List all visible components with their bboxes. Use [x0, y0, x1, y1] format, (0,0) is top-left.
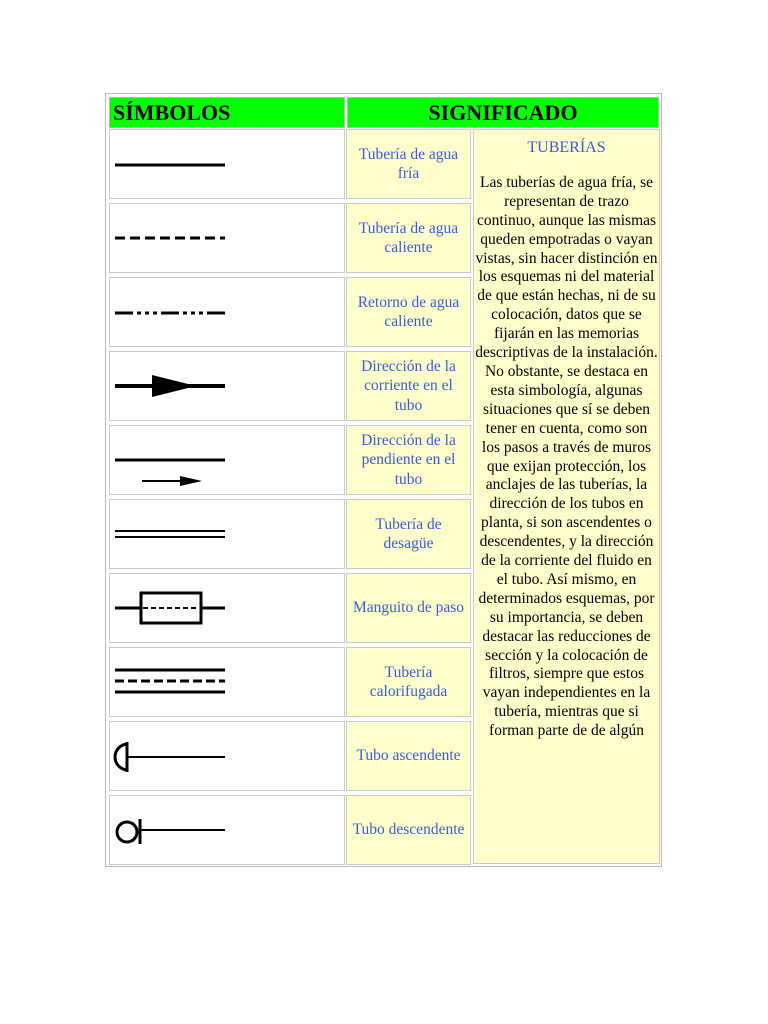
- description-text: Las tuberías de agua fría, se representan de trazo continuo, aunque las mismas queden empotradas o vayan vistas, sin hacer distinción en los esquemas ni del material de que están hechas, ni de su colocación, datos que se fijarán en las memorias descriptivas de la instalación. No obstante, se destaca en esta simbología, algunas situaciones que sí se deben tener en cuenta, como son los pasos a través de muros que exijan protección, los anclajes de las tuberías, la dirección de los tubos en planta, si son ascendentes o descendentes, y la dirección de la corriente del fluido en el tubo. Así mismo, en determinados esquemas, por su importancia, se deben destacar las reducciones de sección y la colocación de filtros, siempre que estos vayan independientes en la tubería, mientras que si forman parte de de algún: [475, 173, 658, 740]
- meaning-cell-8: Tubería calorifugada: [346, 647, 471, 717]
- header-meaning: SIGNIFICADO: [347, 97, 659, 128]
- meaning-cell-9: Tubo ascendente: [346, 721, 471, 791]
- meaning-cell-2: Tubería de agua caliente: [346, 203, 471, 273]
- meaning-cell-5: Dirección de la pendiente en el tubo: [346, 425, 471, 495]
- meaning-cell-7: Manguito de paso: [346, 573, 471, 643]
- symbols-table: [105, 93, 662, 867]
- dash-dot-line-icon: [110, 278, 344, 346]
- symbol-cell-6: [109, 499, 345, 569]
- meaning-cell-10: Tubo descendente: [346, 795, 471, 865]
- description-title: TUBERÍAS: [527, 139, 606, 156]
- header-symbols: SÍMBOLOS: [109, 97, 345, 128]
- symbol-cell-9: [109, 721, 345, 791]
- ascending-pipe-icon: [110, 722, 344, 790]
- insulated-pipe-icon: [110, 648, 344, 716]
- meaning-cell-3: Retorno de agua caliente: [346, 277, 471, 347]
- arrow-on-line-icon: [110, 352, 344, 420]
- solid-line-icon: [110, 130, 344, 198]
- descending-pipe-icon: [110, 796, 344, 864]
- double-line-icon: [110, 500, 344, 568]
- meaning-cell-1: Tubería de agua fría: [346, 129, 471, 199]
- sleeve-icon: [110, 574, 344, 642]
- symbol-cell-3: [109, 277, 345, 347]
- dashed-line-icon: [110, 204, 344, 272]
- symbol-cell-7: [109, 573, 345, 643]
- meaning-cell-4: Dirección de la corriente en el tubo: [346, 351, 471, 421]
- description-cell: [473, 129, 660, 864]
- symbol-cell-1: [109, 129, 345, 199]
- meaning-cell-6: Tubería de desagüe: [346, 499, 471, 569]
- line-with-arrow-below-icon: [110, 426, 344, 494]
- symbol-cell-10: [109, 795, 345, 865]
- symbol-cell-4: [109, 351, 345, 421]
- symbol-cell-2: [109, 203, 345, 273]
- symbol-cell-5: [109, 425, 345, 495]
- symbol-cell-8: [109, 647, 345, 717]
